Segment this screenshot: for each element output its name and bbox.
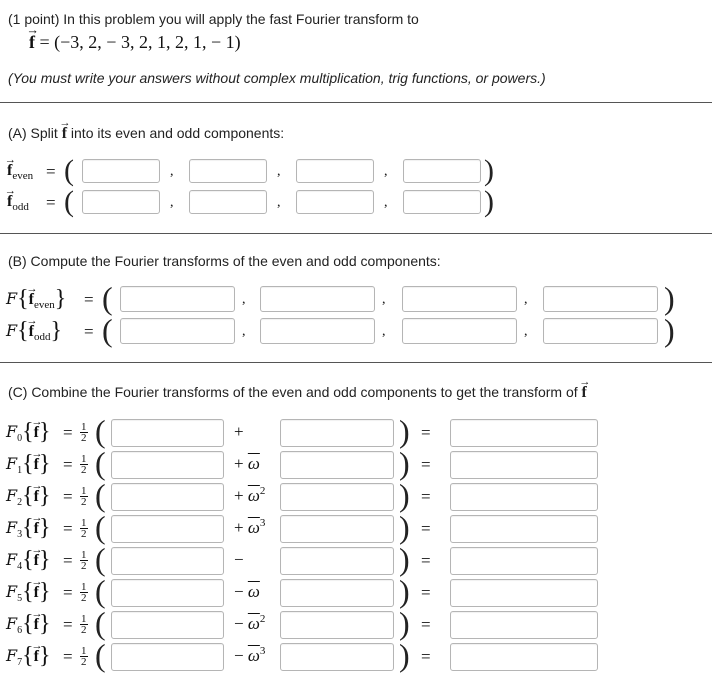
twiddle-term	[234, 454, 260, 474]
comma: ,	[242, 324, 246, 339]
part-c-row-4-even-input[interactable]	[111, 547, 224, 575]
subscript-even: even	[12, 170, 34, 182]
equals-sign: =	[46, 193, 56, 212]
part-c-row-1-result-input[interactable]	[450, 451, 598, 479]
close-brace: }	[38, 611, 51, 637]
fraction-denominator: 2	[81, 496, 87, 508]
fourier-odd-label	[6, 316, 62, 343]
vector-definition	[29, 32, 241, 53]
fourier-operator: F	[6, 582, 18, 601]
equals-sign: =	[421, 423, 431, 442]
part-c-row-0-even-input[interactable]	[111, 419, 224, 447]
one-half-fraction	[80, 518, 88, 539]
open-paren: (	[102, 312, 113, 348]
one-half-fraction	[80, 646, 88, 667]
close-paren: )	[399, 573, 410, 609]
fourier-component-5-label	[6, 577, 51, 604]
part-b-even-input-3[interactable]	[543, 286, 658, 312]
f-vector-symbol: → f	[62, 125, 67, 143]
equals-sign: =	[63, 583, 73, 602]
f-vector-symbol: → f	[29, 291, 34, 309]
operator-sign: +	[234, 454, 244, 473]
f-vector-symbol: → f	[7, 193, 12, 211]
fraction-numerator: 1	[81, 421, 87, 433]
open-brace: {	[22, 419, 34, 445]
omega-power: 2	[259, 613, 266, 625]
operator-sign: +	[234, 422, 244, 441]
comma: ,	[382, 292, 386, 307]
comma: ,	[277, 164, 281, 179]
open-paren: (	[95, 445, 106, 481]
part-a-even-input-2[interactable]	[296, 159, 374, 183]
omega-symbol: $\overline{\omega}$	[247, 486, 260, 505]
component-index: 6	[17, 625, 23, 636]
part-b-even-input-1[interactable]	[260, 286, 375, 312]
part-c-row-3-even-input[interactable]	[111, 515, 224, 543]
close-brace: }	[38, 451, 51, 477]
fourier-operator: F	[6, 646, 18, 665]
fraction-numerator: 1	[81, 517, 87, 529]
part-c-row-1-even-input[interactable]	[111, 451, 224, 479]
f-vector-symbol: → f	[7, 162, 12, 180]
instruction-text: (You must write your answers without complex multiplication, trig functions, or powers.)	[8, 70, 546, 86]
close-paren: )	[664, 312, 675, 348]
part-b-title: (B) Compute the Fourier transforms of the even and odd components:	[8, 253, 441, 269]
equals-sign: =	[421, 615, 431, 634]
fourier-even-label	[6, 284, 66, 311]
f-vector-symbol: → f	[34, 456, 39, 474]
open-paren: (	[95, 637, 106, 673]
equals-sign: =	[421, 647, 431, 666]
close-brace: }	[38, 419, 51, 445]
fourier-operator: F	[6, 321, 18, 340]
fraction-numerator: 1	[81, 485, 87, 497]
equals-sign: =	[421, 583, 431, 602]
open-brace: {	[17, 286, 29, 312]
equals-sign: =	[63, 423, 73, 442]
f-vector-symbol: → f	[34, 552, 39, 570]
fourier-component-4-label	[6, 545, 51, 572]
operator-sign: −	[234, 582, 244, 601]
close-brace: }	[38, 547, 51, 573]
equals-sign: =	[84, 290, 94, 309]
f-vector-symbol: → f	[34, 616, 39, 634]
one-half-fraction	[80, 550, 88, 571]
equals-sign: =	[63, 519, 73, 538]
part-c-row-1-odd-input[interactable]	[280, 451, 394, 479]
f-even-label	[7, 162, 33, 180]
close-brace: }	[50, 318, 62, 344]
close-brace: }	[38, 483, 51, 509]
part-c-row-3-odd-input[interactable]	[280, 515, 394, 543]
twiddle-term	[234, 646, 265, 666]
comma: ,	[524, 324, 528, 339]
omega-power: 2	[259, 485, 266, 497]
equals-sign: =	[84, 322, 94, 341]
fourier-component-0-label	[6, 417, 51, 444]
part-a-even-input-0[interactable]	[82, 159, 160, 183]
fraction-numerator: 1	[81, 581, 87, 593]
part-a-odd-input-3[interactable]	[403, 190, 481, 214]
comma: ,	[384, 195, 388, 210]
fraction-denominator: 2	[81, 432, 87, 444]
part-c-row-2-result-input[interactable]	[450, 483, 598, 511]
close-paren: )	[399, 541, 410, 577]
fourier-component-1-label	[6, 449, 51, 476]
open-paren: (	[102, 280, 113, 316]
twiddle-term	[234, 422, 244, 442]
component-index: 4	[17, 561, 23, 572]
open-brace: {	[22, 579, 34, 605]
open-brace: {	[22, 611, 34, 637]
part-c-row-7-even-input[interactable]	[111, 643, 224, 671]
equals-sign: =	[63, 647, 73, 666]
one-half-fraction	[80, 422, 88, 443]
operator-sign: +	[234, 486, 244, 505]
part-c-row-6-even-input[interactable]	[111, 611, 224, 639]
fourier-operator: F	[6, 454, 18, 473]
fraction-denominator: 2	[81, 464, 87, 476]
open-paren: (	[95, 477, 106, 513]
twiddle-term	[234, 486, 265, 506]
equals-sign: =	[421, 519, 431, 538]
part-a-title: (A) Split → f into its even and odd components:	[8, 125, 284, 143]
part-c-row-7-odd-input[interactable]	[280, 643, 394, 671]
open-brace: {	[22, 483, 34, 509]
twiddle-term	[234, 518, 265, 538]
subscript-even: even	[33, 299, 55, 311]
open-paren: (	[95, 509, 106, 545]
close-brace: }	[38, 579, 51, 605]
part-b-odd-input-1[interactable]	[260, 318, 375, 344]
equals-sign: =	[63, 615, 73, 634]
close-paren: )	[484, 185, 494, 218]
omega-symbol: $\overline{\omega}$	[247, 614, 260, 633]
omega-symbol: $\overline{\omega}$	[247, 518, 260, 537]
part-a-odd-input-2[interactable]	[296, 190, 374, 214]
part-c-title: (C) Combine the Fourier transforms of the even and odd components to get the transform of → f	[8, 384, 587, 402]
problem-intro: (1 point) In this problem you will apply the fast Fourier transform to	[8, 11, 419, 27]
comma: ,	[524, 292, 528, 307]
f-vector-symbol: → f	[582, 384, 587, 402]
part-c-row-5-result-input[interactable]	[450, 579, 598, 607]
part-c-row-6-result-input[interactable]	[450, 611, 598, 639]
open-brace: {	[22, 643, 34, 669]
one-half-fraction	[80, 614, 88, 635]
close-paren: )	[399, 445, 410, 481]
fourier-component-7-label	[6, 641, 51, 668]
open-brace: {	[22, 547, 34, 573]
equals-sign: =	[63, 487, 73, 506]
f-vector-symbol: → f	[34, 520, 39, 538]
operator-sign: −	[234, 550, 244, 569]
fourier-operator: F	[6, 422, 18, 441]
operator-sign: −	[234, 614, 244, 633]
f-vector-symbol: → f	[34, 648, 39, 666]
omega-power: 3	[259, 517, 266, 529]
fraction-denominator: 2	[81, 560, 87, 572]
equals-sign: =	[421, 455, 431, 474]
omega-symbol: $\overline{\omega}$	[247, 646, 260, 665]
part-b-even-input-0[interactable]	[120, 286, 235, 312]
omega-symbol: $\overline{\omega}$	[247, 454, 260, 473]
one-half-fraction	[80, 582, 88, 603]
comma: ,	[277, 195, 281, 210]
open-paren: (	[95, 413, 106, 449]
part-b-even-input-2[interactable]	[402, 286, 517, 312]
part-c-row-4-result-input[interactable]	[450, 547, 598, 575]
part-c-row-7-result-input[interactable]	[450, 643, 598, 671]
fraction-denominator: 2	[81, 528, 87, 540]
close-paren: )	[664, 280, 675, 316]
close-paren: )	[399, 413, 410, 449]
component-index: 1	[17, 465, 23, 476]
close-brace: }	[38, 643, 51, 669]
fraction-numerator: 1	[81, 453, 87, 465]
component-index: 2	[17, 497, 23, 508]
part-b-odd-input-2[interactable]	[402, 318, 517, 344]
fourier-operator: F	[6, 518, 18, 537]
open-paren: (	[95, 605, 106, 641]
f-vector-symbol: → f	[34, 584, 39, 602]
part-c-row-3-result-input[interactable]	[450, 515, 598, 543]
open-paren: (	[64, 185, 74, 218]
twiddle-term	[234, 550, 244, 570]
part-a-even-input-3[interactable]	[403, 159, 481, 183]
subscript-odd: odd	[33, 331, 51, 343]
open-paren: (	[95, 541, 106, 577]
part-c-row-2-even-input[interactable]	[111, 483, 224, 511]
fourier-operator: F	[6, 614, 18, 633]
part-c-row-5-even-input[interactable]	[111, 579, 224, 607]
f-vector-symbol: → f	[34, 424, 39, 442]
fraction-denominator: 2	[81, 624, 87, 636]
open-brace: {	[17, 318, 29, 344]
one-half-fraction	[80, 486, 88, 507]
component-index: 0	[17, 433, 23, 444]
equals-sign: =	[63, 455, 73, 474]
close-brace: }	[54, 286, 67, 312]
close-brace: }	[38, 515, 51, 541]
f-vector-symbol: → f	[34, 488, 39, 506]
fourier-component-6-label	[6, 609, 51, 636]
omega-power: 3	[259, 645, 266, 657]
component-index: 7	[17, 657, 23, 668]
comma: ,	[170, 164, 174, 179]
fourier-component-2-label	[6, 481, 51, 508]
twiddle-term	[234, 614, 265, 634]
equals-sign: =	[63, 551, 73, 570]
component-index: 3	[17, 529, 23, 540]
fraction-denominator: 2	[81, 592, 87, 604]
part-c-row-6-odd-input[interactable]	[280, 611, 394, 639]
fraction-denominator: 2	[81, 656, 87, 668]
comma: ,	[382, 324, 386, 339]
part-c-row-0-odd-input[interactable]	[280, 419, 394, 447]
part-a-odd-input-1[interactable]	[189, 190, 267, 214]
equals-sign: =	[421, 487, 431, 506]
part-c-row-0-result-input[interactable]	[450, 419, 598, 447]
one-half-fraction	[80, 454, 88, 475]
fourier-operator: F	[6, 550, 18, 569]
close-paren: )	[399, 605, 410, 641]
f-vector-symbol: → f	[29, 323, 34, 341]
part-c-row-2-odd-input[interactable]	[280, 483, 394, 511]
open-brace: {	[22, 451, 34, 477]
equals-sign: =	[421, 551, 431, 570]
part-c-row-5-odd-input[interactable]	[280, 579, 394, 607]
part-a-odd-input-0[interactable]	[82, 190, 160, 214]
fourier-operator: F	[6, 289, 18, 308]
close-paren: )	[399, 637, 410, 673]
open-paren: (	[95, 573, 106, 609]
open-brace: {	[22, 515, 34, 541]
part-c-row-4-odd-input[interactable]	[280, 547, 394, 575]
fourier-component-3-label	[6, 513, 51, 540]
comma: ,	[170, 195, 174, 210]
divider	[0, 102, 712, 103]
omega-symbol: $\overline{\omega}$	[247, 582, 260, 601]
comma: ,	[242, 292, 246, 307]
fraction-numerator: 1	[81, 645, 87, 657]
comma: ,	[384, 164, 388, 179]
operator-sign: −	[234, 646, 244, 665]
close-paren: )	[399, 509, 410, 545]
close-paren: )	[399, 477, 410, 513]
fraction-numerator: 1	[81, 613, 87, 625]
equals-sign: =	[46, 162, 56, 181]
part-b-odd-input-0[interactable]	[120, 318, 235, 344]
f-odd-label	[7, 193, 29, 211]
divider	[0, 233, 712, 234]
open-paren: (	[64, 154, 74, 187]
subscript-odd: odd	[12, 201, 29, 213]
vector-values: = (−3, 2, − 3, 2, 1, 2, 1, − 1)	[39, 32, 241, 52]
close-paren: )	[484, 154, 494, 187]
f-vector-symbol: → f	[29, 32, 35, 53]
part-b-odd-input-3[interactable]	[543, 318, 658, 344]
twiddle-term	[234, 582, 260, 602]
operator-sign: +	[234, 518, 244, 537]
fraction-numerator: 1	[81, 549, 87, 561]
fourier-operator: F	[6, 486, 18, 505]
part-a-even-input-1[interactable]	[189, 159, 267, 183]
component-index: 5	[17, 593, 23, 604]
divider	[0, 362, 712, 363]
